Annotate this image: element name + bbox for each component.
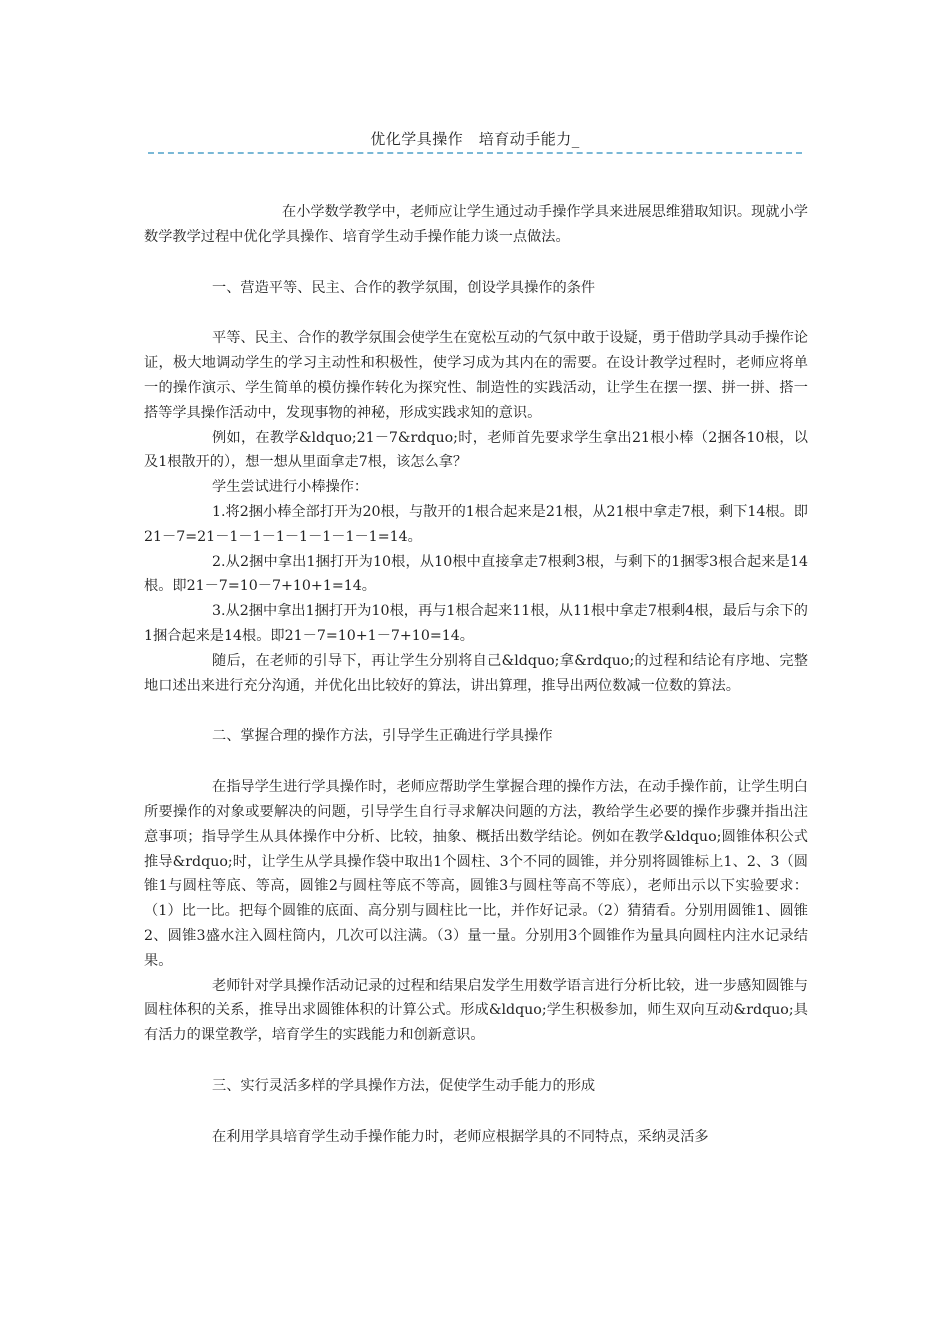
intro-paragraph: 在小学数学教学中，老师应让学生通过动手操作学具来进展思维猎取知识。现就小学数学教学过程中优化学具操作、培育学生动手操作能力谈一点做法。: [144, 204, 808, 245]
section-3-heading: 三、实行灵活多样的学具操作方法，促使学生动手能力的形成: [212, 1077, 596, 1094]
section-1-paragraph: 平等、民主、合作的教学氛围会使学生在宽松互动的气氛中敢于设疑，勇于借助学具动手操作论证，极大地调动学生的学习主动性和积极性，使学习成为其内在的需要。在设计教学过程时，老师应将单一的操作演示、学生简单的模仿操作转化为探究性、制造性的实践活动，让学生在摆一摆、拼一拼、搭一搭等学具操作活动中，发现事物的神秘，形成实践求知的意识。: [144, 330, 808, 421]
section-2-paragraph: 老师针对学具操作活动记录的过程和结果启发学生用数学语言进行分析比较，进一步感知圆锥与圆柱体积的关系，推导出求圆锥体积的计算公式。形成&ldquo;学生积极参加，师生双向互动&rdquo;具有活力的课堂教学，培育学生的实践能力和创新意识。: [144, 977, 808, 1044]
title-divider: [148, 152, 802, 154]
document-body: [144, 200, 808, 1150]
section-1-paragraph: 随后，在老师的引导下，再让学生分别将自己&ldquo;拿&rdquo;的过程和结论有序地、完整地口述出来进行充分沟通，并优化出比较好的算法，讲出算理，推导出两位数减一位数的算法。: [144, 652, 808, 694]
section-2-heading: 二、掌握合理的操作方法，引导学生正确进行学具操作: [212, 728, 553, 745]
section-3-paragraph: 在利用学具培育学生动手操作能力时，老师应根据学具的不同特点，采纳灵活多: [212, 1128, 709, 1145]
section-1-heading: 一、营造平等、民主、合作的教学氛围，创设学具操作的条件: [212, 279, 596, 296]
section-1-paragraph: 例如，在教学&ldquo;21－7&rdquo;时，老师首先要求学生拿出21根小棒（2捆各10根，以及1根散开的），想一想从里面拿走7根，该怎么拿？: [144, 429, 808, 471]
section-2-paragraph: 在指导学生进行学具操作时，老师应帮助学生掌握合理的操作方法，在动手操作前，让学生明白所要操作的对象或要解决的问题，引导学生自行寻求解决问题的方法，教给学生必要的操作步骤并指出注意事项；指导学生从具体操作中分析、比较，抽象、概括出数学结论。例如在教学&ldquo;圆锥体积公式推导&rdquo;时，让学生从学具操作袋中取出1个圆柱、3个不同的圆锥，并分别将圆锥标上1、2、3（圆锥1与圆柱等底、等高，圆锥2与圆柱等底不等高，圆锥3与圆柱等高不等底），老师出示以下实验要求：（1）比一比。把每个圆锥的底面、高分别与圆柱比一比，并作好记录。（2）猜猜看。分别用圆锥1、圆锥2、圆锥3盛水注入圆柱筒内，几次可以注满。（3）量一量。分别用3个圆锥作为量具向圆柱内注水记录结果。: [144, 779, 808, 969]
section-1-paragraph: 1.将2捆小棒全部打开为20根，与散开的1根合起来是21根，从21根中拿走7根，剩下14根。即21－7=21－1－1－1－1－1－1－1=14。: [144, 503, 808, 545]
section-1-paragraph: 2.从2捆中拿出1捆打开为10根，从10根中直接拿走7根剩3根，与剩下的1捆零3根合起来是14根。即21－7=10－7+10+1=14。: [144, 553, 808, 595]
section-1-paragraph: 学生尝试进行小棒操作：: [212, 479, 369, 496]
document-title: 优化学具操作 培育动手能力_: [370, 130, 580, 148]
section-1-paragraph: 3.从2捆中拿出1捆打开为10根，再与1根合起来11根，从11根中拿走7根剩4根，最后与余下的1捆合起来是14根。即21－7=10+1－7+10=14。: [144, 603, 808, 644]
